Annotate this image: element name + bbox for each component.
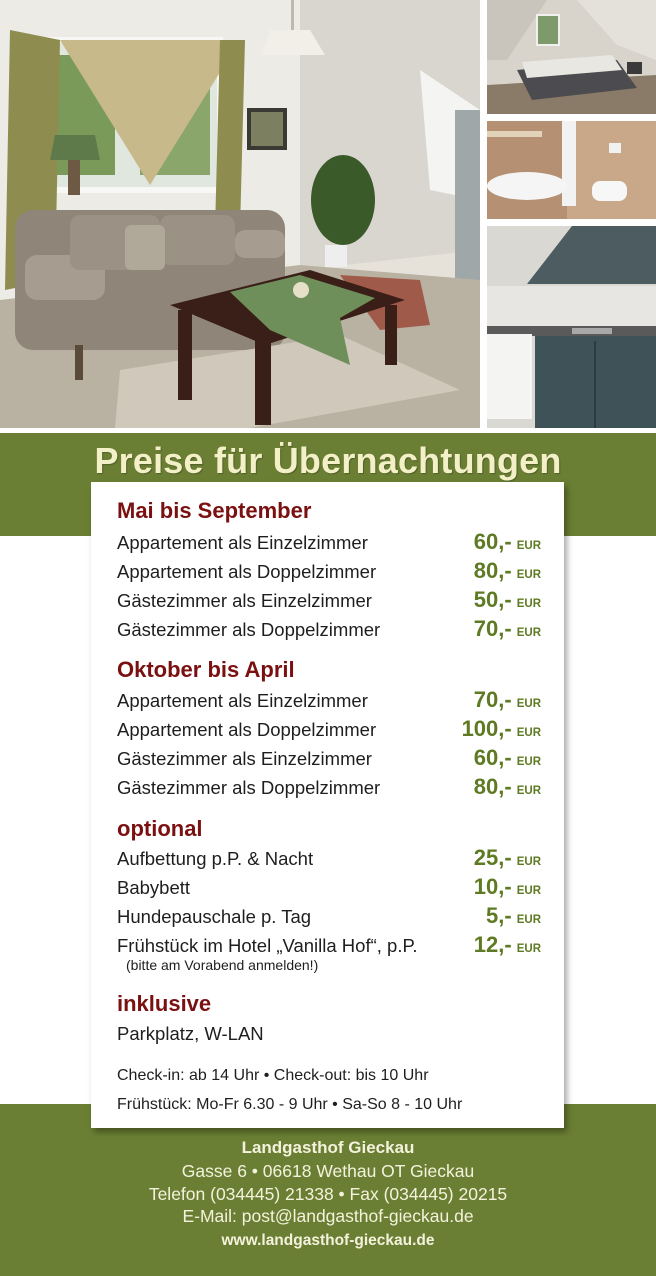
currency-label: EUR [516,756,541,768]
price-card [91,482,564,1128]
price-value: 80,- [473,558,512,583]
price-row-label: Hundepauschale p. Tag [117,906,312,927]
price-value: 70,- [473,616,512,641]
price-row [117,903,541,932]
currency-label: EUR [516,727,541,739]
kitchen-photo [487,226,656,428]
price-row-label: Appartement als Einzelzimmer [117,532,368,553]
price-row [117,745,541,774]
price-value: 60,- [473,745,512,770]
currency-label: EUR [516,856,541,868]
currency-label: EUR [516,540,541,552]
price-row [117,774,541,803]
price-value: 10,- [473,874,512,899]
living-room-photo [0,0,480,428]
price-value: 12,- [473,932,512,957]
section-heading-winter: Oktober bis April [117,657,295,682]
email-link[interactable]: E-Mail: post@landgasthof-gieckau.de [182,1206,474,1226]
price-row-label: Appartement als Doppelzimmer [117,561,377,582]
price-row-label: Gästezimmer als Einzelzimmer [117,748,372,769]
currency-label: EUR [516,785,541,797]
inclusive-text: Parkplatz, W-LAN [117,1023,264,1044]
page-title: Preise für Übernachtungen [94,440,562,481]
photo-collage [0,0,656,428]
bathroom-photo [487,121,656,219]
price-row [117,616,541,645]
website-link[interactable]: www.landgasthof-gieckau.de [221,1232,435,1249]
price-value: 70,- [473,687,512,712]
price-row [117,529,541,558]
currency-label: EUR [516,885,541,897]
section-heading-summer: Mai bis September [117,498,312,523]
price-row-label: Babybett [117,877,191,898]
currency-label: EUR [516,598,541,610]
checkin-info: Check-in: ab 14 Uhr • Check-out: bis 10 Uhr [117,1067,429,1084]
price-row [117,558,541,587]
phone-fax: Telefon (034445) 21338 • Fax (034445) 20215 [148,1184,508,1204]
price-value: 25,- [473,845,512,870]
price-row [117,716,541,745]
price-row [117,845,541,874]
price-value: 60,- [473,529,512,554]
business-name: Landgasthof Gieckau [241,1138,415,1157]
section-heading-optional: optional [117,816,203,841]
currency-label: EUR [516,698,541,710]
price-value: 100,- [461,716,512,741]
price-row [117,687,541,716]
currency-label: EUR [516,569,541,581]
price-value: 50,- [473,587,512,612]
price-row-label: Gästezimmer als Einzelzimmer [117,590,372,611]
price-row-label: Appartement als Einzelzimmer [117,690,368,711]
price-value: 5,- [486,903,512,928]
bedroom-photo [487,0,656,114]
price-row [117,587,541,616]
currency-label: EUR [516,914,541,926]
price-row-label: Gästezimmer als Doppelzimmer [117,619,381,640]
currency-label: EUR [516,627,541,639]
price-row-label: Gästezimmer als Doppelzimmer [117,777,381,798]
price-row [117,874,541,903]
price-value: 80,- [473,774,512,799]
address: Gasse 6 • 06618 Wethau OT Gieckau [181,1161,475,1181]
section-heading-inclusive: inklusive [117,991,212,1016]
price-row-label: Frühstück im Hotel „Vanilla Hof“, p.P. [117,935,418,956]
breakfast-hours: Frühstück: Mo-Fr 6.30 - 9 Uhr • Sa-So 8 - 10 Uhr [117,1096,463,1113]
currency-label: EUR [516,943,541,955]
breakfast-note: (bitte am Vorabend anmelden!) [126,957,319,973]
price-row-label: Aufbettung p.P. & Nacht [117,848,314,869]
price-row-label: Appartement als Doppelzimmer [117,719,377,740]
